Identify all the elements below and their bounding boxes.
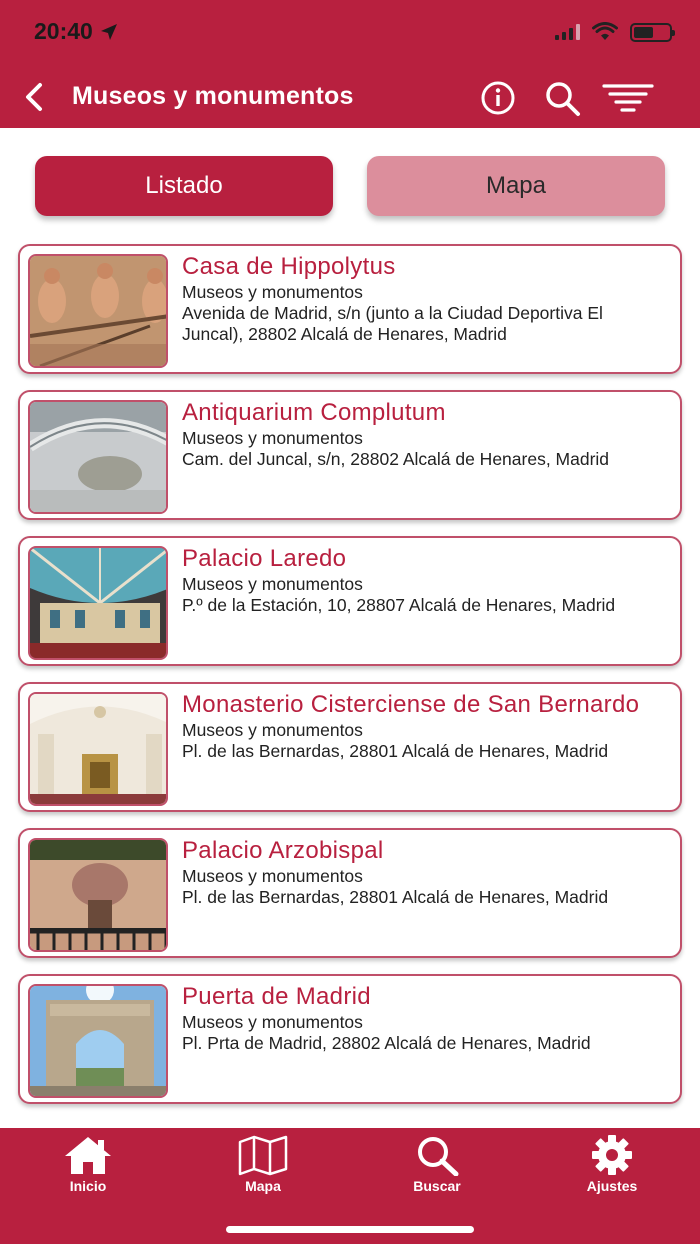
gear-icon: [586, 1134, 638, 1176]
home-icon: [62, 1134, 114, 1176]
place-name: Palacio Laredo: [182, 545, 347, 572]
cellular-signal-icon: [555, 24, 580, 40]
list-item[interactable]: [18, 390, 682, 520]
place-name: Antiquarium Complutum: [182, 399, 446, 426]
tab-map-label: Mapa: [245, 1178, 281, 1194]
list-item[interactable]: [18, 828, 682, 958]
navigation-row: [0, 70, 700, 126]
place-info: [182, 398, 666, 470]
page-title: Museos y monumentos: [72, 82, 354, 110]
place-thumbnail: [28, 400, 168, 514]
back-chevron-icon[interactable]: [18, 80, 52, 114]
place-thumbnail: [28, 984, 168, 1098]
place-category: Museos y monumentos: [182, 428, 363, 448]
place-address: Pl. de las Bernardas, 28801 Alcalá de Henares, Madrid: [182, 887, 609, 907]
filter-icon[interactable]: [602, 78, 654, 118]
tab-home[interactable]: [28, 1134, 148, 1198]
place-info: [182, 690, 666, 762]
time-label: 20:40: [34, 18, 93, 44]
view-toggle: [0, 128, 700, 228]
place-thumbnail: [28, 254, 168, 368]
wifi-icon: [592, 22, 618, 42]
place-address: P.º de la Estación, 10, 28807 Alcalá de Henares, Madrid: [182, 595, 616, 615]
battery-icon: [630, 23, 672, 42]
status-bar-time: [34, 18, 119, 45]
place-address: Avenida de Madrid, s/n (junto a la Ciudad Deportiva El Juncal), 28802 Alcalá de Henares, Madrid: [182, 303, 603, 344]
status-indicators: [555, 22, 672, 42]
place-name: Monasterio Cisterciense de San Bernardo: [182, 691, 640, 718]
place-category: Museos y monumentos: [182, 574, 363, 594]
place-info: [182, 836, 666, 908]
place-info: [182, 252, 666, 345]
list-item[interactable]: [18, 682, 682, 812]
tab-map[interactable]: [203, 1134, 323, 1198]
tab-search[interactable]: [377, 1134, 497, 1198]
place-thumbnail: [28, 546, 168, 660]
info-icon[interactable]: [478, 78, 518, 118]
top-bar: [0, 0, 700, 128]
home-indicator: [226, 1226, 474, 1233]
tab-settings[interactable]: [552, 1134, 672, 1198]
place-category: Museos y monumentos: [182, 1012, 363, 1032]
search-icon: [411, 1134, 463, 1176]
place-name: Puerta de Madrid: [182, 983, 371, 1010]
list-item[interactable]: [18, 974, 682, 1104]
place-name: Casa de Hippolytus: [182, 253, 396, 280]
place-address: Pl. Prta de Madrid, 28802 Alcalá de Henares, Madrid: [182, 1033, 591, 1053]
tab-settings-label: Ajustes: [586, 1178, 638, 1194]
location-arrow-icon: [99, 22, 119, 42]
list-view-button[interactable]: Listado: [35, 156, 333, 216]
place-category: Museos y monumentos: [182, 866, 363, 886]
place-address: Pl. de las Bernardas, 28801 Alcalá de Henares, Madrid: [182, 741, 609, 761]
tab-search-label: Buscar: [413, 1178, 461, 1194]
list-item[interactable]: [18, 244, 682, 374]
map-view-button[interactable]: Mapa: [367, 156, 665, 216]
place-category: Museos y monumentos: [182, 720, 363, 740]
place-thumbnail: [28, 692, 168, 806]
list-item[interactable]: [18, 536, 682, 666]
place-info: [182, 544, 666, 616]
place-info: [182, 982, 666, 1054]
place-thumbnail: [28, 838, 168, 952]
place-category: Museos y monumentos: [182, 282, 363, 302]
tab-home-label: Inicio: [69, 1178, 107, 1194]
place-address: Cam. del Juncal, s/n, 28802 Alcalá de Henares, Madrid: [182, 449, 610, 469]
search-icon[interactable]: [542, 78, 582, 118]
map-icon: [237, 1134, 289, 1176]
place-name: Palacio Arzobispal: [182, 837, 384, 864]
